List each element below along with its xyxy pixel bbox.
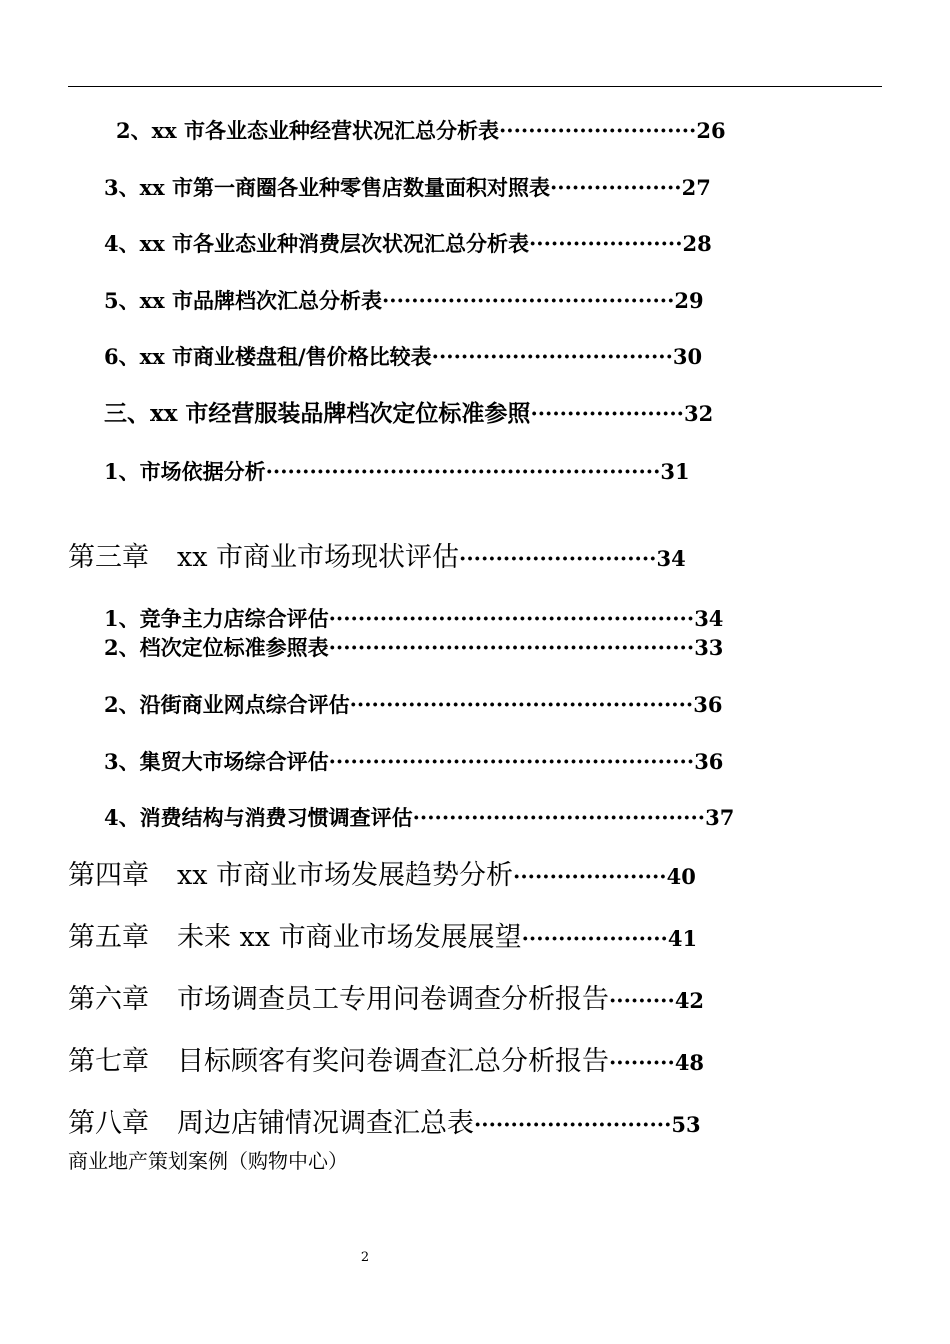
toc-entry-title: 4、xx 市各业态业种消费层次状况汇总分析表 bbox=[104, 231, 529, 256]
toc-page-number: 28 bbox=[682, 231, 712, 256]
chapter-title: 市场调查员工专用问卷调查分析报告 bbox=[177, 984, 609, 1015]
toc-chapter[interactable] bbox=[68, 862, 696, 889]
toc-leader: ····················· bbox=[530, 401, 684, 426]
toc-entry[interactable] bbox=[104, 694, 722, 715]
toc-chapter[interactable] bbox=[68, 986, 704, 1013]
toc-page-number: 26 bbox=[696, 118, 726, 143]
toc-page-number: 27 bbox=[681, 175, 711, 200]
toc-chapter[interactable] bbox=[68, 924, 697, 951]
toc-leader: ········· bbox=[609, 1050, 675, 1075]
toc-page-number: 37 bbox=[705, 805, 735, 830]
toc-chapter[interactable] bbox=[68, 544, 686, 571]
toc-entry[interactable] bbox=[104, 402, 713, 425]
chapter-title: 未来 xx 市商业市场发展展望 bbox=[177, 922, 522, 953]
toc-page-number: 29 bbox=[674, 288, 704, 313]
toc-page-number: 53 bbox=[671, 1112, 701, 1137]
chapter-title: xx 市商业市场现状评估 bbox=[177, 542, 460, 573]
toc-leader: ····················· bbox=[528, 231, 683, 256]
toc-entry[interactable] bbox=[104, 290, 704, 311]
toc-leader: ································· bbox=[431, 344, 673, 369]
chapter-title: xx 市商业市场发展趋势分析 bbox=[177, 860, 514, 891]
chapter-label: 第四章 bbox=[68, 860, 149, 891]
toc-page-number: 34 bbox=[694, 606, 724, 631]
header-rule bbox=[68, 86, 882, 87]
toc-entry-title: 3、xx 市第一商圈各业种零售店数量面积对照表 bbox=[104, 175, 550, 200]
toc-chapter[interactable] bbox=[68, 1048, 704, 1075]
toc-leader: ··························· bbox=[474, 1112, 672, 1137]
toc-leader: ········································ bbox=[412, 805, 706, 830]
toc-page-number: 42 bbox=[674, 988, 705, 1013]
toc-page-number: 36 bbox=[694, 749, 724, 774]
toc-page-number: 48 bbox=[674, 1050, 705, 1075]
chapter-label: 第六章 bbox=[68, 984, 149, 1015]
toc-entry[interactable] bbox=[104, 637, 723, 658]
chapter-label: 第八章 bbox=[68, 1108, 149, 1139]
chapter-title: 目标顾客有奖问卷调查汇总分析报告 bbox=[177, 1046, 609, 1077]
chapter-label: 第五章 bbox=[68, 922, 149, 953]
page-number: 2 bbox=[360, 1250, 370, 1265]
toc-entry-title: 1、市场依据分析 bbox=[104, 459, 266, 484]
toc-entry[interactable] bbox=[104, 751, 723, 772]
toc-entry[interactable] bbox=[104, 461, 690, 482]
toc-page-number: 32 bbox=[683, 401, 714, 426]
toc-page-number: 33 bbox=[694, 635, 724, 660]
toc-entry-title: 4、消费结构与消费习惯调查评估 bbox=[104, 805, 413, 830]
toc-entry[interactable] bbox=[104, 233, 712, 254]
toc-entry[interactable] bbox=[104, 346, 702, 367]
toc-leader: ······················································ bbox=[265, 459, 661, 484]
toc-page-number: 30 bbox=[672, 344, 703, 369]
toc-leader: ·················································· bbox=[328, 749, 695, 774]
toc-leader: ·················································· bbox=[328, 606, 695, 631]
chapter-label: 第七章 bbox=[68, 1046, 149, 1077]
toc-page-number: 31 bbox=[660, 459, 690, 484]
toc-entry-title: 2、xx 市各业态业种经营状况汇总分析表 bbox=[116, 118, 499, 143]
toc-entry-title: 1、竞争主力店综合评估 bbox=[104, 606, 329, 631]
toc-entry-title: 5、xx 市品牌档次汇总分析表 bbox=[104, 288, 382, 313]
toc-entry-title: 2、沿街商业网点综合评估 bbox=[104, 692, 350, 717]
toc-leader: ···················· bbox=[521, 926, 668, 951]
toc-leader: ········································ bbox=[381, 288, 675, 313]
toc-page-number: 36 bbox=[693, 692, 723, 717]
toc-leader: ··············································· bbox=[349, 692, 694, 717]
toc-entry-title: 3、集贸大市场综合评估 bbox=[104, 749, 329, 774]
toc-entry[interactable] bbox=[104, 608, 723, 629]
toc-page-number: 34 bbox=[656, 546, 686, 571]
toc-entry-title: 2、档次定位标准参照表 bbox=[104, 635, 329, 660]
toc-leader: ··························· bbox=[498, 118, 697, 143]
toc-page-number: 40 bbox=[666, 864, 696, 889]
toc-page-number: 41 bbox=[667, 926, 698, 951]
chapter-label: 第三章 bbox=[68, 542, 149, 573]
toc-leader: ··························· bbox=[459, 546, 657, 571]
toc-entry[interactable] bbox=[104, 807, 734, 828]
toc-entry-title: 三、xx 市经营服装品牌档次定位标准参照 bbox=[104, 400, 531, 427]
footer-note: 商业地产策划案例（购物中心） bbox=[68, 1149, 348, 1173]
toc-leader: ·················· bbox=[549, 175, 682, 200]
toc-leader: ········· bbox=[609, 988, 675, 1013]
toc-leader: ····················· bbox=[513, 864, 667, 889]
toc-entry[interactable] bbox=[104, 177, 711, 198]
toc-chapter[interactable] bbox=[68, 1110, 701, 1137]
chapter-title: 周边店铺情况调查汇总表 bbox=[177, 1108, 474, 1139]
toc-entry-title: 6、xx 市商业楼盘租/售价格比较表 bbox=[104, 344, 432, 369]
toc-leader: ·················································· bbox=[328, 635, 695, 660]
toc-entry[interactable] bbox=[116, 120, 726, 141]
